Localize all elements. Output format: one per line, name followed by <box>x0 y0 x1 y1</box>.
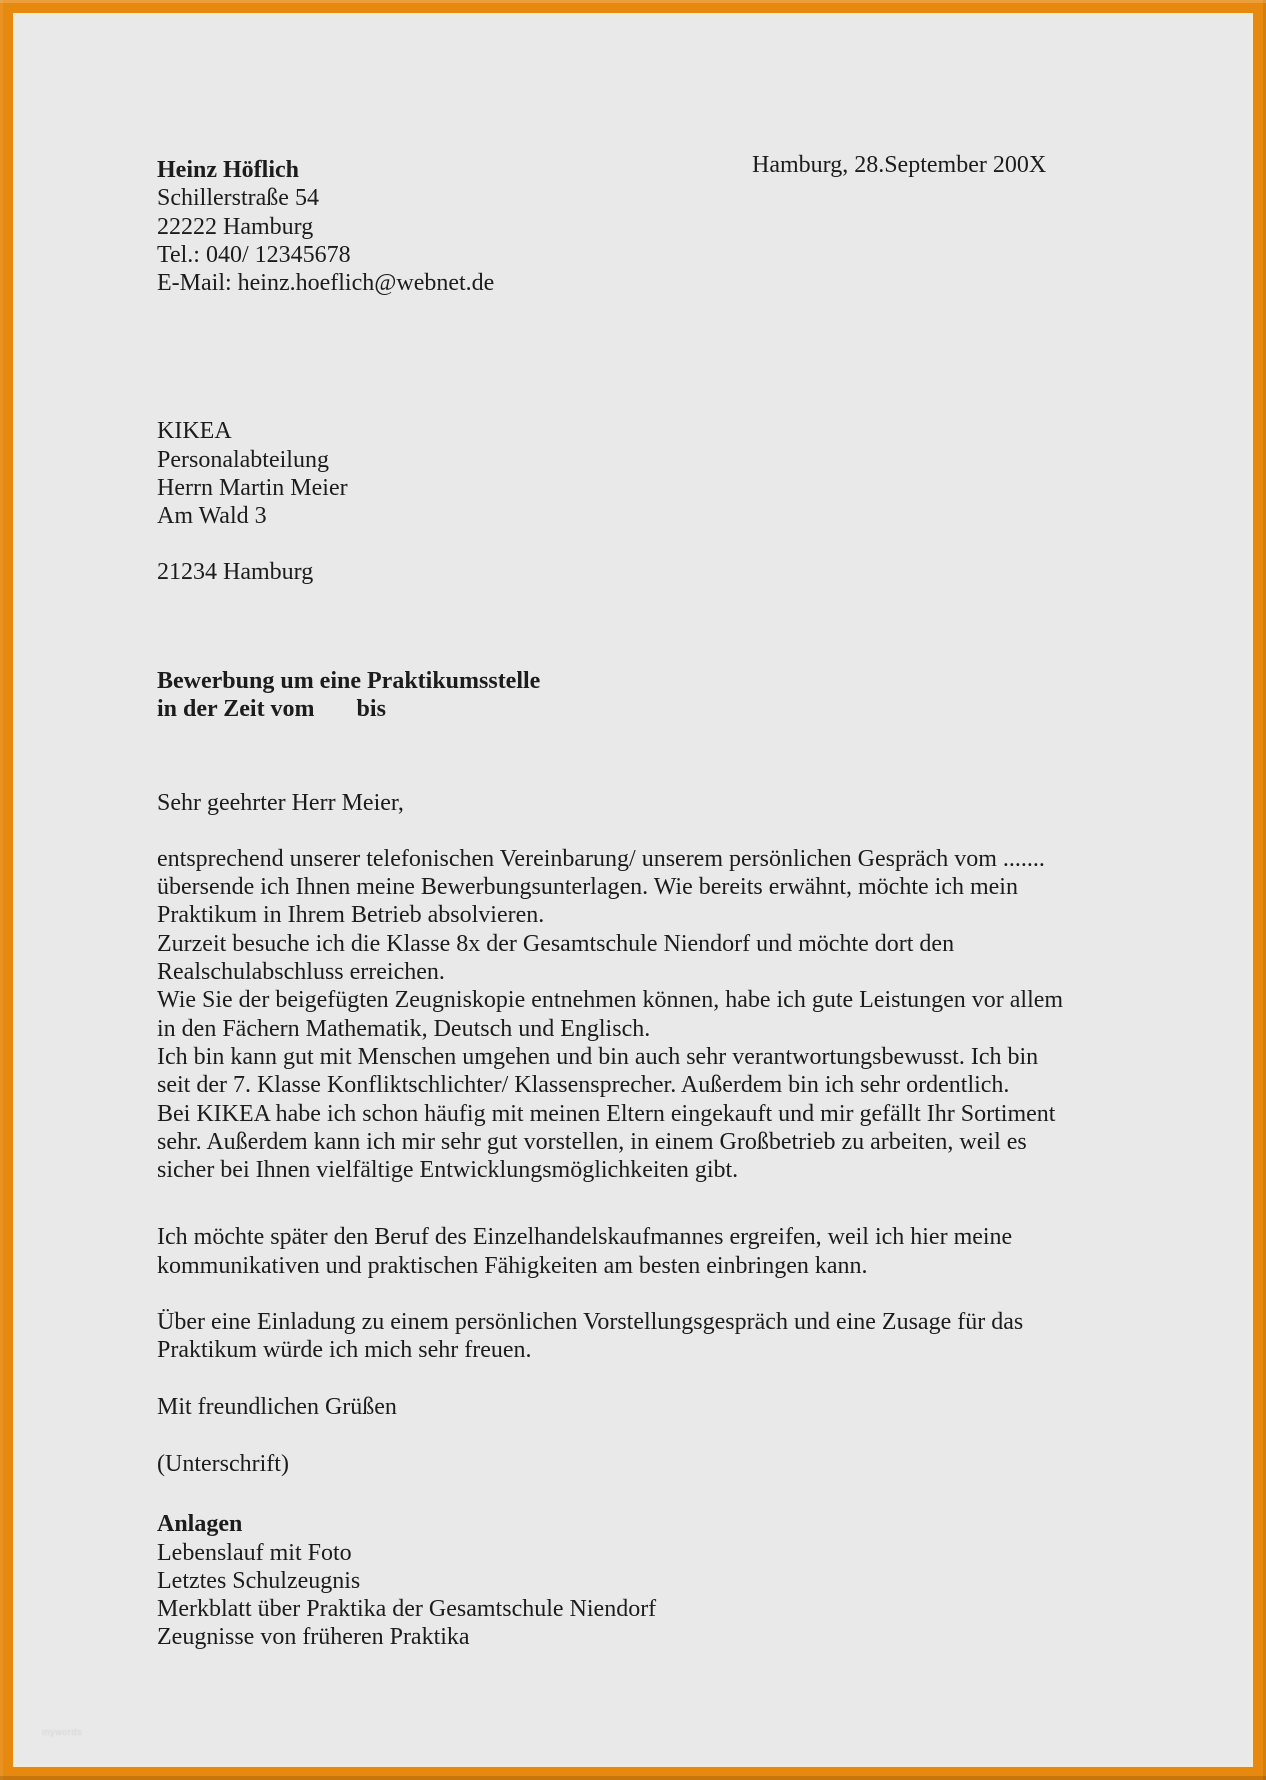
closing-formula: Mit freundlichen Grüßen <box>157 1393 397 1420</box>
body-line: Ich möchte später den Beruf des Einzelhandelskaufmannes ergreifen, weil ich hier meine <box>157 1224 1013 1251</box>
recipient-city: 21234 Hamburg <box>157 558 314 585</box>
body-line: Ich bin kann gut mit Menschen umgehen und bin auch sehr verantwortungsbewusst. Ich bin <box>157 1043 1039 1070</box>
enclosures-block <box>157 1510 1121 1651</box>
enclosure-item: Merkblatt über Praktika der Gesamtschule Niendorf <box>157 1596 657 1623</box>
signature-placeholder: (Unterschrift) <box>157 1450 289 1477</box>
salutation: Sehr geehrter Herr Meier, <box>157 789 404 816</box>
enclosure-item: Letztes Schulzeugnis <box>157 1567 361 1594</box>
body-line: in den Fächern Mathematik, Deutsch und Englisch. <box>157 1015 651 1042</box>
sender-city: 22222 Hamburg <box>157 213 314 240</box>
date-line: Hamburg, 28.September 200X <box>752 152 1047 178</box>
enclosure-item: Lebenslauf mit Foto <box>157 1539 352 1566</box>
sender-email: E-Mail: heinz.hoeflich@webnet.de <box>157 270 495 297</box>
body-line: Über eine Einladung zu einem persönlichen Vorstellungsgespräch und eine Zusage für das <box>157 1309 1024 1336</box>
body-paragraph-1 <box>157 845 1121 1185</box>
body-line: entsprechend unserer telefonischen Vereinbarung/ unserem persönlichen Gespräch vom ....... <box>157 845 1045 872</box>
recipient-person: Herrn Martin Meier <box>157 475 348 502</box>
body-line: seit der 7. Klasse Konfliktschlichter/ Klassensprecher. Außerdem bin ich sehr ordentlich. <box>157 1072 1010 1099</box>
body-line: Wie Sie der beigefügten Zeugniskopie entnehmen können, habe ich gute Leistungen vor allem <box>157 987 1064 1014</box>
watermark-text: mywords <box>42 1727 83 1737</box>
recipient-street: Am Wald 3 <box>157 503 267 530</box>
enclosure-item: Zeugnisse von früheren Praktika <box>157 1624 470 1651</box>
body-line: Realschulabschluss erreichen. <box>157 959 445 986</box>
body-line: Praktikum in Ihrem Betrieb absolvieren. <box>157 902 545 929</box>
subject-line-2: in der Zeit vom bis <box>157 696 386 723</box>
body-line: übersende ich Ihnen meine Bewerbungsunterlagen. Wie bereits erwähnt, möchte ich mein <box>157 874 1018 901</box>
body-line: Bei KIKEA habe ich schon häufig mit meinen Eltern eingekauft und mir gefällt Ihr Sortiment <box>157 1100 1056 1127</box>
body-line: Praktikum würde ich mich sehr freuen. <box>157 1337 532 1364</box>
recipient-department: Personalabteilung <box>157 446 329 473</box>
sender-name: Heinz Höflich <box>157 157 299 183</box>
letter-header <box>157 152 1121 297</box>
body-line: kommunikativen und praktischen Fähigkeiten am besten einbringen kann. <box>157 1252 868 1279</box>
body-paragraph-2 <box>157 1223 1121 1280</box>
sender-phone: Tel.: 040/ 12345678 <box>157 241 351 268</box>
subject-block <box>157 667 1121 724</box>
recipient-company: KIKEA <box>157 418 232 445</box>
enclosures-title: Anlagen <box>157 1511 243 1538</box>
body-line: Zurzeit besuche ich die Klasse 8x der Gesamtschule Niendorf und möchte dort den <box>157 930 955 957</box>
sender-street: Schillerstraße 54 <box>157 185 319 212</box>
body-paragraph-3 <box>157 1308 1121 1365</box>
recipient-block <box>157 417 1121 530</box>
body-line: sicher bei Ihnen vielfältige Entwicklungsmöglichkeiten gibt. <box>157 1157 739 1184</box>
subject-line-1: Bewerbung um eine Praktikumsstelle <box>157 667 541 694</box>
letter-sheet <box>13 13 1253 1767</box>
body-line: sehr. Außerdem kann ich mir sehr gut vorstellen, in einem Großbetrieb zu arbeiten, weil es <box>157 1128 1027 1155</box>
